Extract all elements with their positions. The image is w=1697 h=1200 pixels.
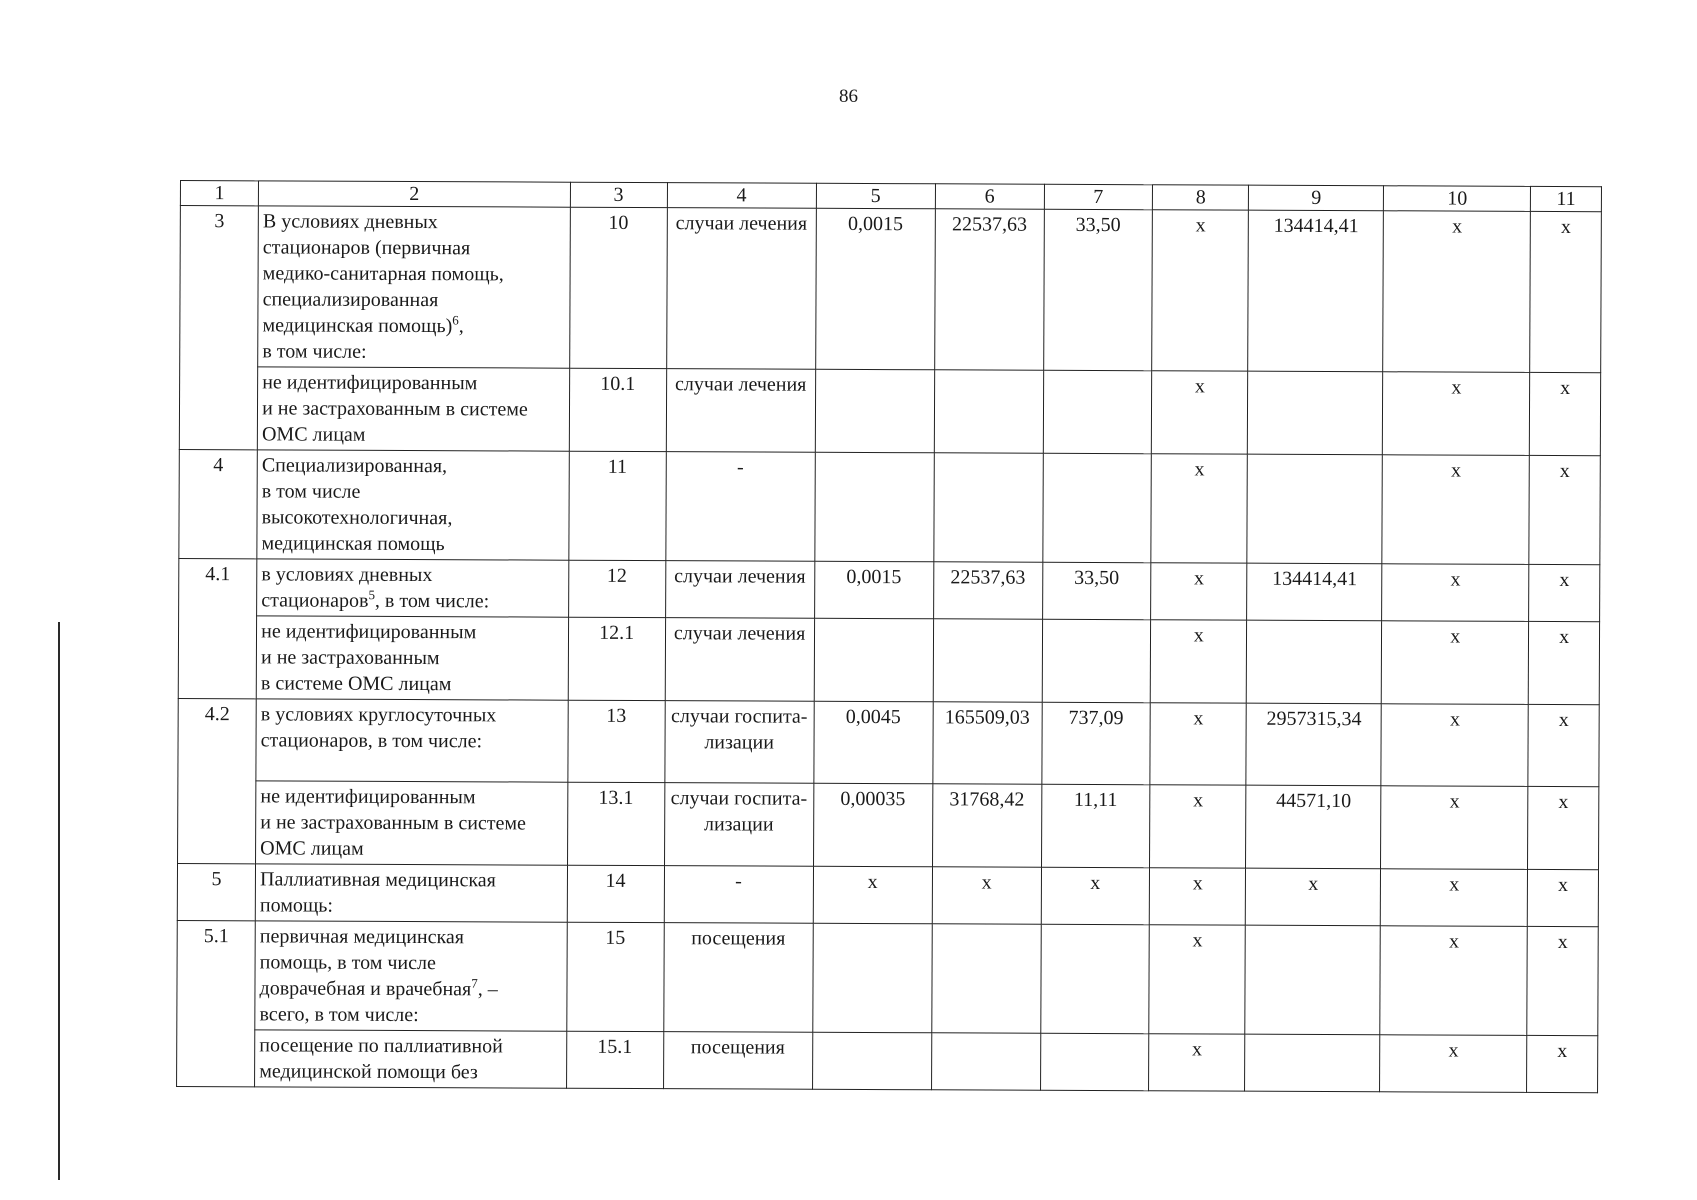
- value-cell: x: [1150, 703, 1246, 785]
- section-number: 4: [179, 449, 258, 558]
- value-cell: x: [1528, 621, 1599, 704]
- header-cell: 9: [1249, 185, 1384, 211]
- value-cell: x: [1152, 371, 1248, 454]
- value-cell: x: [1150, 868, 1246, 925]
- table-row: [179, 367, 1600, 456]
- row-description: Специализированная, в том числе высокотехнологичная, медицинская помощь: [257, 450, 569, 560]
- value-cell: 165509,03: [933, 702, 1042, 784]
- value-cell: x: [1382, 455, 1529, 565]
- table-row: [177, 863, 1598, 926]
- value-cell: x: [1381, 869, 1528, 927]
- value-cell: 0,0045: [813, 701, 933, 784]
- value-cell: 22537,63: [934, 209, 1043, 370]
- table-row: [179, 558, 1600, 621]
- row-number: 10.1: [569, 368, 666, 451]
- unit-cell: случаи лечения: [666, 369, 815, 453]
- value-cell: x: [1382, 564, 1529, 622]
- row-description: в условиях круглосуточных стационаров, в том числе:: [256, 699, 568, 782]
- value-cell: 0,0015: [814, 561, 934, 619]
- value-cell: [1040, 1033, 1149, 1090]
- header-cell: 6: [935, 184, 1044, 209]
- unit-cell: случаи лечения: [666, 208, 816, 370]
- value-cell: x: [1383, 372, 1530, 456]
- value-cell: 737,09: [1041, 702, 1150, 784]
- value-cell: x: [1041, 867, 1150, 924]
- value-cell: x: [1246, 868, 1381, 926]
- value-cell: [812, 1032, 932, 1090]
- unit-cell: -: [664, 866, 813, 924]
- value-cell: 44571,10: [1246, 785, 1381, 869]
- value-cell: x: [1529, 372, 1600, 455]
- value-cell: x: [813, 866, 933, 924]
- value-cell: [815, 369, 935, 453]
- value-cell: [934, 370, 1043, 453]
- value-cell: 31768,42: [932, 784, 1041, 867]
- value-cell: x: [1381, 704, 1528, 787]
- unit-cell: случаи госпита-лизации: [664, 783, 813, 867]
- section-number: 4.2: [178, 698, 257, 863]
- value-cell: 33,50: [1043, 209, 1152, 370]
- value-cell: [1245, 925, 1381, 1035]
- value-cell: x: [1529, 564, 1600, 621]
- value-cell: x: [1151, 454, 1248, 563]
- row-description: в условиях дневных стационаров$^5$, в том числе:: [257, 559, 569, 617]
- value-cell: [1042, 453, 1151, 562]
- value-cell: [1248, 371, 1383, 455]
- table-row: [179, 449, 1600, 564]
- value-cell: x: [1151, 563, 1247, 620]
- value-cell: 2957315,34: [1246, 703, 1381, 786]
- header-cell: 7: [1044, 184, 1153, 209]
- value-cell: x: [1150, 785, 1246, 868]
- value-cell: x: [932, 867, 1041, 924]
- value-cell: x: [1527, 1035, 1598, 1092]
- row-number: 13: [567, 700, 664, 782]
- value-cell: [931, 1033, 1040, 1090]
- row-number: 12: [568, 560, 665, 617]
- unit-cell: -: [666, 452, 815, 562]
- value-cell: x: [1382, 621, 1529, 705]
- value-cell: x: [1149, 1034, 1245, 1091]
- row-description: Паллиативная медицинская помощь:: [255, 864, 567, 922]
- value-cell: [1247, 620, 1382, 704]
- value-cell: [1040, 924, 1149, 1033]
- unit-cell: случаи госпита-лизации: [665, 701, 814, 784]
- table-row: [177, 920, 1598, 1035]
- row-description: посещение по паллиативной медицинской помощи без: [255, 1030, 567, 1088]
- value-cell: x: [1152, 210, 1249, 371]
- table-row: [178, 698, 1599, 786]
- margin-line: [58, 622, 60, 1180]
- value-cell: [932, 924, 1041, 1033]
- value-cell: [1042, 619, 1151, 702]
- row-number: 10: [569, 207, 667, 368]
- value-cell: 0,0015: [815, 208, 935, 370]
- unit-cell: посещения: [663, 923, 812, 1033]
- unit-cell: случаи лечения: [665, 561, 814, 619]
- value-cell: x: [1380, 1035, 1527, 1093]
- value-cell: x: [1528, 704, 1599, 786]
- value-cell: [814, 452, 934, 562]
- value-cell: 0,00035: [813, 783, 933, 867]
- row-description: не идентифицированным и не застрахованным в системе ОМС лицам: [256, 781, 568, 865]
- value-cell: [933, 619, 1042, 702]
- unit-cell: посещения: [663, 1032, 812, 1090]
- unit-cell: случаи лечения: [665, 618, 814, 702]
- table-row: [180, 206, 1602, 373]
- header-cell: 1: [180, 181, 258, 206]
- header-cell: 3: [570, 182, 667, 207]
- header-cell: 10: [1384, 186, 1531, 212]
- row-number: 15.1: [566, 1031, 663, 1088]
- row-number: 15: [566, 922, 664, 1031]
- page-number: 86: [839, 86, 858, 107]
- value-cell: 22537,63: [933, 562, 1042, 619]
- value-cell: [1043, 370, 1152, 453]
- value-cell: x: [1528, 786, 1599, 869]
- row-number: 14: [567, 865, 664, 922]
- row-description: не идентифицированным и не застрахованным в системе ОМС лицам: [256, 616, 568, 700]
- header-cell: 8: [1153, 185, 1249, 210]
- value-cell: 11,11: [1041, 784, 1150, 867]
- row-description: первичная медицинская помощь, в том числе доврачебная и врачебная$^7$, – всего, в том числе:: [255, 921, 567, 1031]
- section-number: 5.1: [177, 920, 256, 1086]
- value-cell: x: [1530, 211, 1602, 372]
- section-number: 3: [179, 206, 258, 450]
- value-cell: x: [1529, 455, 1600, 564]
- header-cell: 11: [1531, 186, 1602, 211]
- value-cell: 134414,41: [1247, 563, 1382, 621]
- value-cell: [812, 923, 932, 1033]
- value-cell: x: [1383, 211, 1530, 373]
- value-cell: [814, 618, 934, 702]
- value-cell: 33,50: [1042, 562, 1151, 619]
- header-cell: 5: [816, 183, 935, 209]
- section-number: 4.1: [178, 558, 257, 698]
- table-row: [177, 1029, 1598, 1092]
- row-description: не идентифицированным и не застрахованным в системе ОМС лицам: [257, 367, 569, 451]
- value-cell: x: [1527, 926, 1598, 1035]
- value-cell: [1245, 1034, 1380, 1092]
- row-number: 12.1: [568, 617, 665, 700]
- value-cell: x: [1150, 620, 1246, 703]
- row-number: 13.1: [567, 782, 664, 865]
- table-row: [178, 615, 1599, 704]
- header-cell: 2: [258, 181, 570, 207]
- data-table: [176, 180, 1602, 1093]
- value-cell: [934, 453, 1043, 562]
- row-description: В условиях дневных стационаров (первичная медико-санитарная помощь, специализированная медицинская помощь)$^6$, в том числе:: [258, 206, 570, 368]
- value-cell: x: [1527, 869, 1598, 926]
- table-row: [178, 780, 1599, 869]
- row-number: 11: [568, 451, 666, 560]
- value-cell: x: [1381, 786, 1528, 870]
- value-cell: x: [1149, 925, 1246, 1034]
- section-number: 5: [177, 863, 255, 920]
- value-cell: [1247, 454, 1383, 564]
- value-cell: 134414,41: [1248, 210, 1384, 372]
- header-cell: 4: [667, 183, 816, 209]
- value-cell: x: [1380, 926, 1527, 1036]
